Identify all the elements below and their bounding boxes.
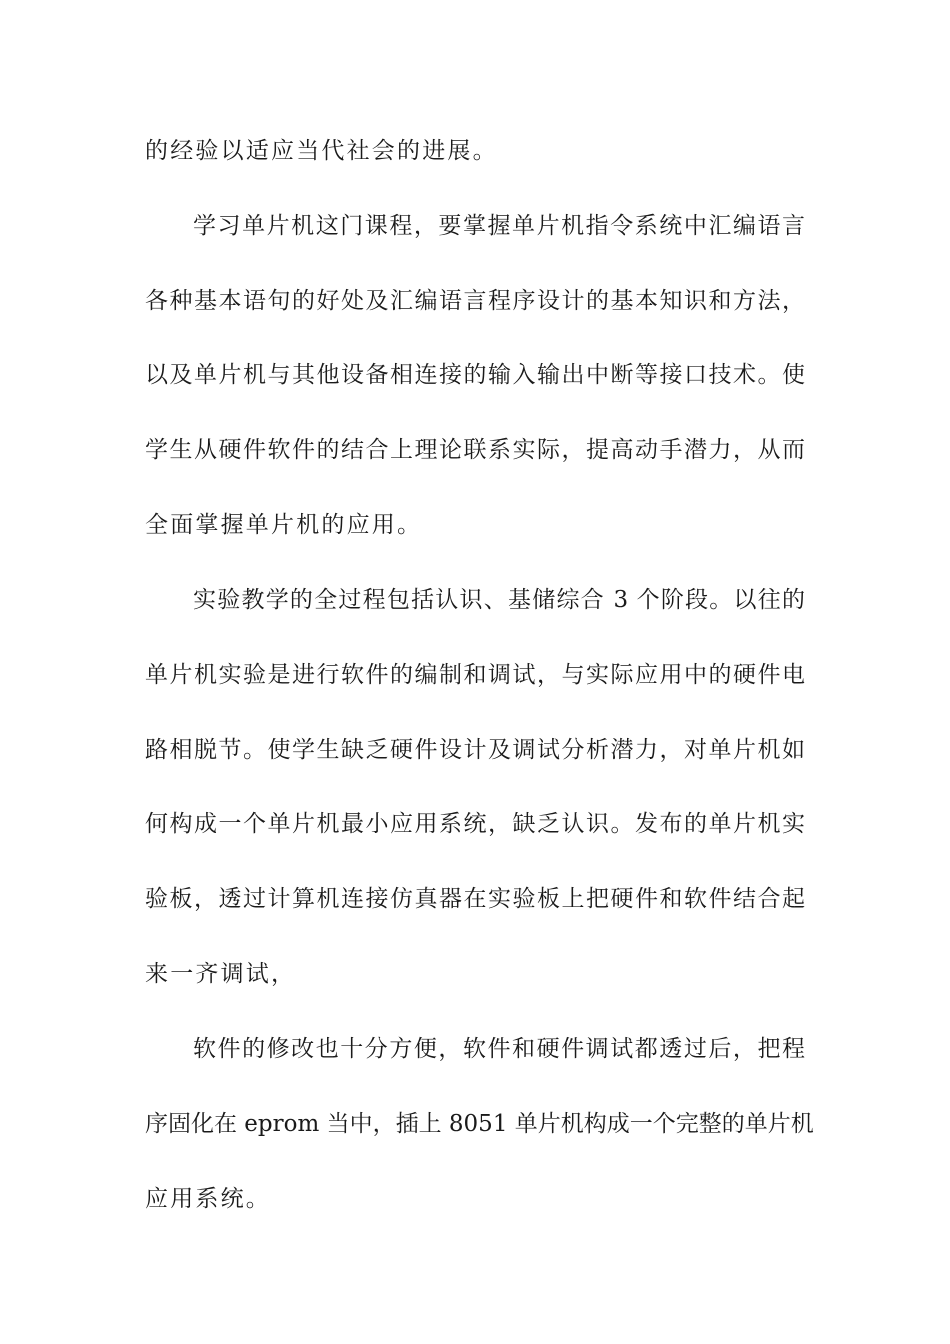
text-line-2: 学习单片机这门课程，要掌握单片机指令系统中汇编语言 — [193, 213, 805, 239]
text-line-4: 以及单片机与其他设备相连接的输入输出中断等接口技术。使 — [145, 362, 805, 388]
text-line-15: 应用系统。 — [145, 1186, 271, 1212]
text-line-12: 来一齐调试， — [145, 961, 297, 987]
text-line-14: 序固化在 eprom 当中，插上 8051 单片机构成一个完整的单片机 — [145, 1111, 814, 1137]
text-line-10: 何构成一个单片机最小应用系统，缺乏认识。发布的单片机实 — [145, 811, 805, 837]
text-line-13: 软件的修改也十分方便，软件和硬件调试都透过后，把程 — [193, 1036, 805, 1062]
text-line-5: 学生从硬件软件的结合上理论联系实际，提高动手潜力，从而 — [145, 437, 805, 463]
text-line-6: 全面掌握单片机的应用。 — [145, 512, 423, 538]
text-line-8: 单片机实验是进行软件的编制和调试，与实际应用中的硬件电 — [145, 662, 805, 688]
text-line-3: 各种基本语句的好处及汇编语言程序设计的基本知识和方法， — [145, 288, 805, 314]
text-line-1: 的经验以适应当代社会的进展。 — [145, 138, 498, 164]
text-line-9: 路相脱节。使学生缺乏硬件设计及调试分析潜力，对单片机如 — [145, 737, 805, 763]
text-line-11: 验板，透过计算机连接仿真器在实验板上把硬件和软件结合起 — [145, 886, 805, 912]
text-line-7: 实验教学的全过程包括认识、基储综合 3 个阶段。以往的 — [193, 587, 805, 613]
